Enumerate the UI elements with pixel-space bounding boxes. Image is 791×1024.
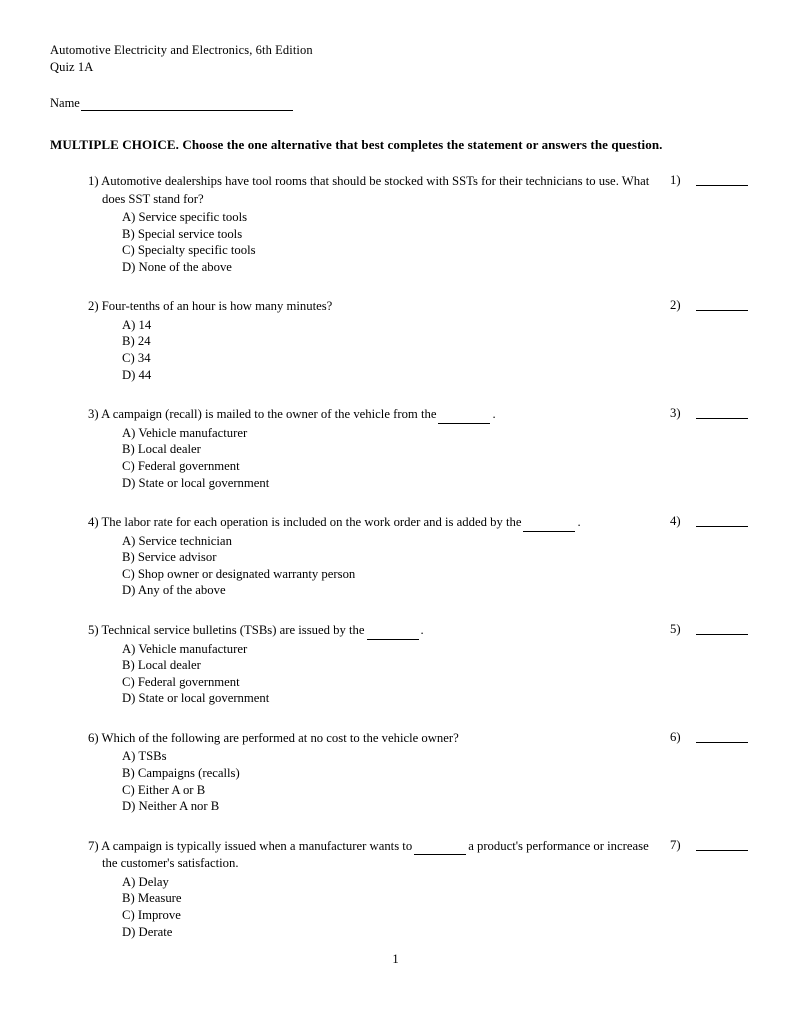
choice-option[interactable]: B) Local dealer [122, 442, 201, 457]
choice-option[interactable]: A) Delay [122, 874, 169, 889]
choice-option[interactable]: B) 24 [122, 334, 151, 349]
choice-option[interactable]: A) Vehicle manufacturer [122, 641, 248, 656]
answer-number: 1) [670, 173, 681, 187]
choice-option[interactable]: D) State or local government [122, 691, 270, 706]
page-number: 1 [392, 952, 399, 966]
question-text: A campaign (recall) is mailed to the owner of the vehicle from the [101, 407, 437, 422]
answer-number: 2) [670, 298, 681, 313]
choice-option[interactable]: B) Special service tools [122, 226, 243, 241]
inline-blank [523, 520, 575, 532]
quiz-title: Quiz 1A [50, 60, 94, 74]
answer-blank[interactable] [696, 406, 748, 419]
choice-option[interactable]: C) Either A or B [122, 782, 206, 797]
question-body [50, 173, 650, 275]
book-title: Automotive Electricity and Electronics, 6th Edition [50, 43, 313, 57]
choice-option[interactable]: D) Any of the above [122, 583, 226, 598]
answer-blank[interactable] [696, 730, 748, 743]
answer-slot [670, 298, 791, 313]
question-text: The labor rate for each operation is included on the work order and is added by the [101, 515, 522, 530]
question-number: 4) [88, 515, 99, 530]
question-body [50, 514, 650, 599]
question-item [50, 730, 750, 815]
question-stem [88, 514, 650, 532]
choice-option[interactable]: C) 34 [122, 351, 151, 366]
question-text-post: . [420, 623, 424, 637]
choice-option[interactable]: B) Campaigns (recalls) [122, 765, 240, 780]
choice-option[interactable]: A) Vehicle manufacturer [122, 425, 248, 440]
choice-option[interactable]: A) 14 [122, 317, 152, 332]
question-text-post: a product's performance or increase the customer's satisfaction. [102, 838, 649, 871]
question-item [50, 406, 750, 491]
document-sheet [50, 42, 750, 963]
question-body [50, 838, 650, 940]
question-number: 5) [88, 623, 99, 637]
answer-blank[interactable] [696, 622, 748, 635]
inline-blank [438, 412, 490, 424]
answer-blank[interactable] [696, 298, 748, 311]
answer-slot [670, 406, 791, 421]
choice-list [88, 874, 650, 940]
question-body [50, 298, 650, 383]
choice-option[interactable]: A) Service technician [122, 533, 232, 548]
question-number: 1) [88, 174, 99, 188]
name-input-rule[interactable] [81, 98, 293, 111]
question-number: 7) [88, 838, 99, 853]
question-item [50, 838, 750, 940]
choice-option[interactable]: C) Specialty specific tools [122, 243, 256, 258]
choice-option[interactable]: C) Shop owner or designated warranty person [122, 566, 356, 581]
choice-option[interactable]: C) Improve [122, 907, 181, 922]
question-text: Which of the following are performed at no cost to the vehicle owner? [101, 730, 459, 745]
choice-option[interactable]: D) None of the above [122, 259, 232, 274]
answer-blank[interactable] [696, 173, 748, 186]
choice-list [88, 641, 650, 707]
question-item [50, 298, 750, 383]
instructions-text: MULTIPLE CHOICE. Choose the one alternative that best completes the statement or answers the question. [50, 137, 663, 152]
choice-list [88, 317, 650, 383]
choice-option[interactable]: B) Measure [122, 891, 182, 906]
choice-option[interactable]: C) Federal government [122, 458, 240, 473]
name-label: Name [50, 96, 80, 110]
choice-list [88, 748, 650, 814]
question-text-post: . [577, 515, 581, 530]
question-number: 3) [88, 407, 99, 422]
question-item [50, 514, 750, 599]
choice-list [88, 425, 650, 491]
answer-blank[interactable] [696, 514, 748, 527]
answer-number: 3) [670, 406, 681, 421]
choice-option[interactable]: A) TSBs [122, 749, 167, 764]
answer-slot [670, 173, 791, 188]
question-text: Technical service bulletins (TSBs) are issued by the [101, 623, 365, 637]
question-number: 6) [88, 730, 99, 745]
question-stem [88, 173, 650, 208]
question-text-post: . [492, 407, 496, 422]
choice-option[interactable]: D) State or local government [122, 475, 270, 490]
question-stem [88, 838, 650, 873]
question-item [50, 173, 750, 275]
answer-slot [670, 622, 791, 637]
choice-option[interactable]: D) Neither A nor B [122, 799, 220, 814]
answer-number: 5) [670, 622, 681, 636]
question-body [50, 622, 650, 707]
choice-list [88, 209, 650, 275]
question-stem [88, 730, 650, 748]
choice-option[interactable]: D) Derate [122, 924, 173, 939]
question-stem [88, 406, 650, 424]
choice-option[interactable]: A) Service specific tools [122, 210, 248, 224]
question-text: Automotive dealerships have tool rooms that should be stocked with SSTs for their technicians to use. What does SST stand for? [101, 174, 650, 206]
choice-option[interactable]: C) Federal government [122, 674, 240, 689]
question-text: Four-tenths of an hour is how many minutes? [101, 299, 333, 314]
answer-blank[interactable] [696, 838, 748, 851]
question-text: A campaign is typically issued when a manufacturer wants to [101, 838, 413, 853]
answer-number: 7) [670, 837, 681, 852]
name-field-row [50, 96, 750, 111]
question-stem [88, 298, 650, 316]
choice-option[interactable]: B) Service advisor [122, 550, 217, 565]
choice-list [88, 533, 650, 599]
answer-slot [670, 514, 791, 529]
answer-slot [670, 838, 791, 853]
choice-option[interactable]: B) Local dealer [122, 658, 201, 673]
question-number: 2) [88, 299, 99, 314]
question-list [50, 173, 750, 940]
inline-blank [414, 843, 466, 855]
answer-slot [670, 730, 791, 745]
question-body [50, 406, 650, 491]
question-stem [88, 622, 650, 640]
answer-number: 6) [670, 729, 681, 744]
choice-option[interactable]: D) 44 [122, 367, 152, 382]
answer-number: 4) [670, 514, 681, 529]
inline-blank [367, 628, 419, 640]
question-body [50, 730, 650, 815]
question-item [50, 622, 750, 707]
document-header [50, 42, 750, 76]
